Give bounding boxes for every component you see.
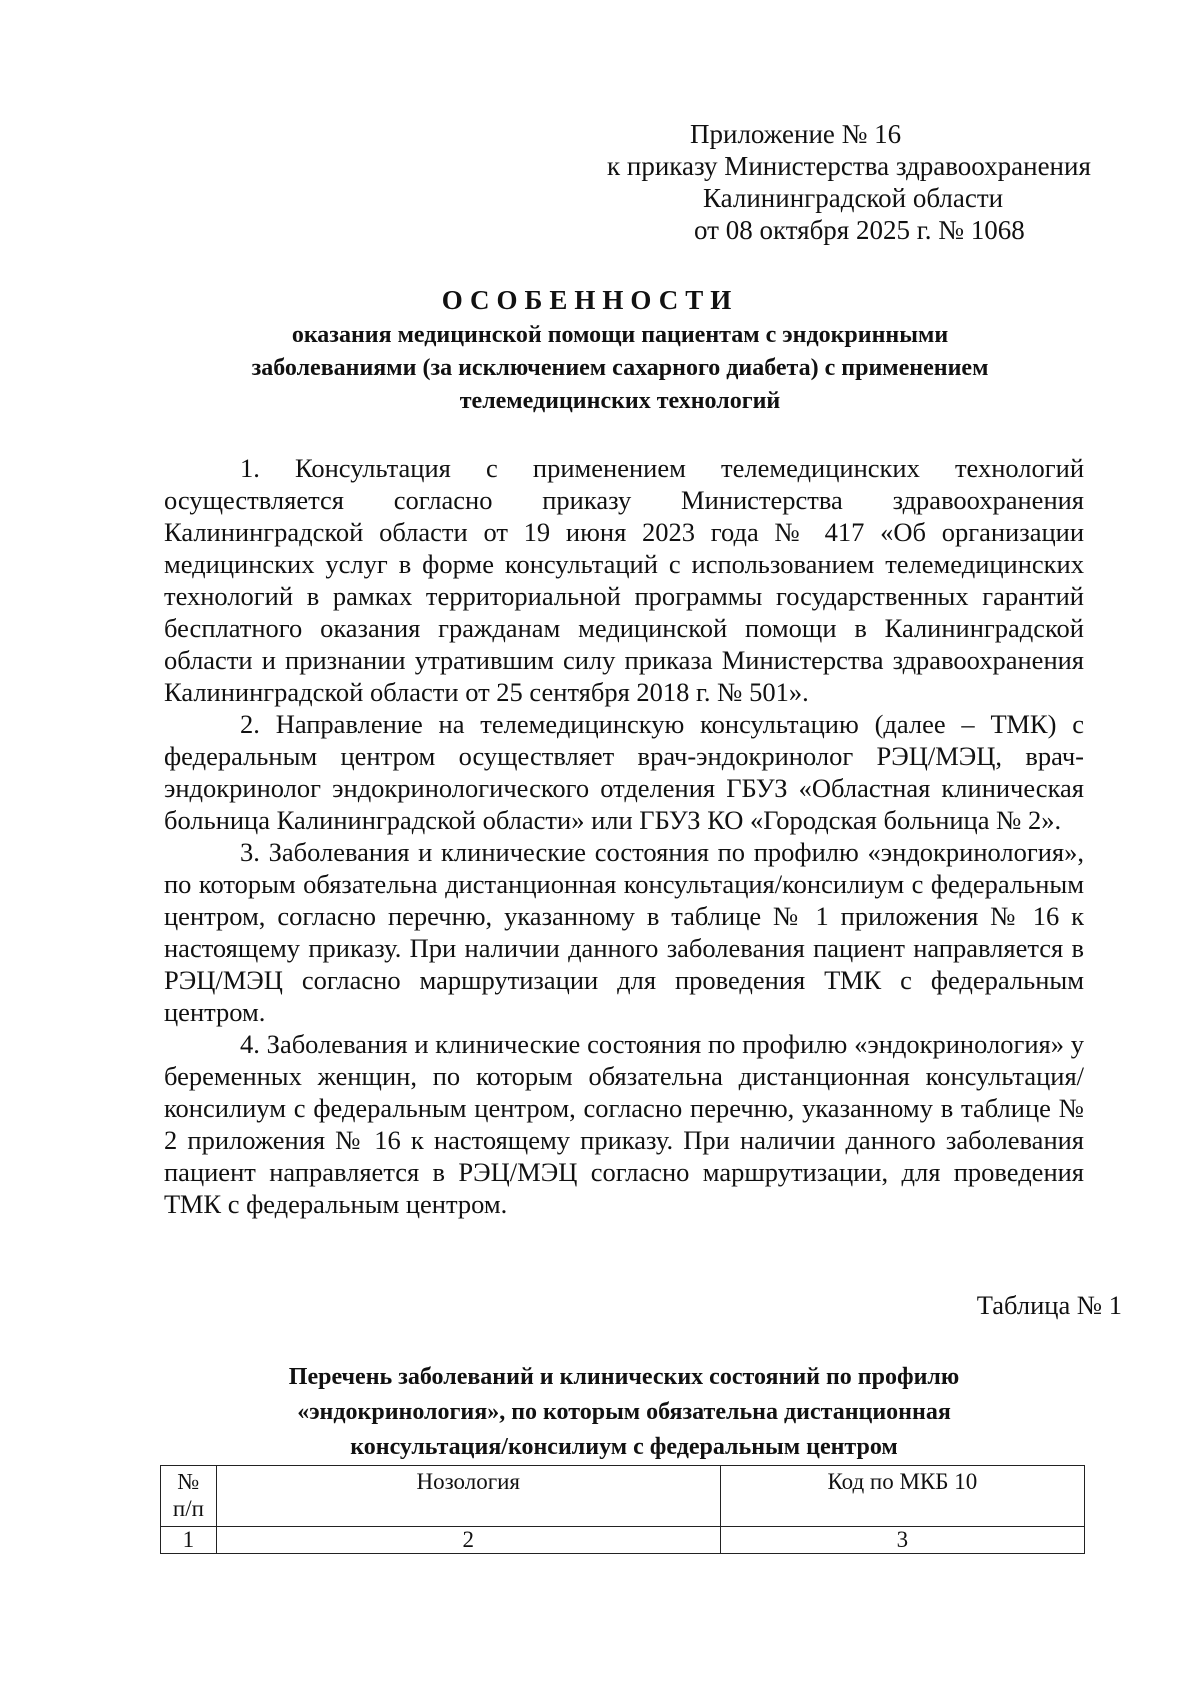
appendix-number: Приложение № 16	[690, 119, 902, 149]
table-cell: 1	[161, 1527, 217, 1554]
table-header-row	[161, 1466, 1085, 1527]
appendix-order-ref: к приказу Министерства здравоохранения	[607, 151, 1091, 181]
appendix-date: от 08 октября 2025 г. № 1068	[694, 215, 1025, 245]
appendix-region: Калининградской области	[703, 183, 1004, 213]
paragraph-2: 2. Направление на телемедицинскую консультацию (далее – ТМК) с федеральным центром осуществляет врач-эндокринолог РЭЦ/МЭЦ, врач-эндокринолог эндокринологического отделения ГБУЗ «Областная клиническая больница Калининградской области» или ГБУЗ КО «Городская больница № 2».	[164, 709, 1084, 835]
header-nosology: Нозология	[216, 1466, 720, 1527]
list-title-line: «эндокринология», по которым обязательна дистанционная	[297, 1399, 951, 1425]
title-main: ОСОБЕННОСТИ	[441, 285, 739, 315]
header-number	[161, 1466, 217, 1527]
paragraph-1: 1. Консультация с применением телемедицинских технологий осуществляется согласно приказу Министерства здравоохранения Калининградской области от 19 июня 2023 года № 417 «Об организации медицинских услуг в форме консультаций с использованием телемедицинских технологий в рамках территориальной программы государственных гарантий бесплатного оказания гражданам медицинской помощи в Калининградской области и признании утратившим силу приказа Министерства здравоохранения Калининградской области от 25 сентября 2018 г. № 501».	[164, 453, 1084, 707]
header-number-line: п/п	[172, 1496, 204, 1521]
header-number-line: №	[177, 1469, 200, 1494]
list-title-line: Перечень заболеваний и клинических состояний по профилю	[288, 1364, 960, 1390]
title-subtitle	[150, 319, 1090, 418]
paragraph-3: 3. Заболевания и клинические состояния по профилю «эндокринология», по которым обязательна дистанционная консультация/консилиум с федеральным центром, согласно перечню, указанному в таблице № 1 приложения № 16 к настоящему приказу. При наличии данного заболевания пациент направляется в РЭЦ/МЭЦ согласно маршрутизации для проведения ТМК с федеральным центром.	[164, 837, 1084, 1027]
table-caption: Таблица № 1	[976, 1290, 1122, 1320]
nosology-table	[160, 1465, 1085, 1554]
title-subtitle-line: телемедицинских технологий	[459, 388, 781, 414]
table-cell: 2	[216, 1527, 720, 1554]
paragraph-4: 4. Заболевания и клинические состояния по профилю «эндокринология» у беременных женщин, по которым обязательна дистанционная консультация/консилиум с федеральным центром, согласно перечню, указанному в таблице № 2 приложения № 16 к настоящему приказу. При наличии данного заболевания пациент направляется в РЭЦ/МЭЦ согласно маршрутизации, для проведения ТМК с федеральным центром.	[164, 1029, 1084, 1219]
title-subtitle-line: оказания медицинской помощи пациентам с эндокринными	[291, 322, 949, 348]
table-row	[161, 1527, 1085, 1554]
document-title	[150, 283, 1090, 418]
list-title	[164, 1360, 1084, 1465]
header-icd-code: Код по МКБ 10	[720, 1466, 1084, 1527]
list-title-line: консультация/консилиум с федеральным центром	[350, 1434, 898, 1460]
document-body	[164, 452, 1084, 1220]
title-subtitle-line: заболеваниями (за исключением сахарного диабета) с применением	[251, 355, 989, 381]
appendix-header	[560, 118, 1091, 246]
table-cell: 3	[720, 1527, 1084, 1554]
